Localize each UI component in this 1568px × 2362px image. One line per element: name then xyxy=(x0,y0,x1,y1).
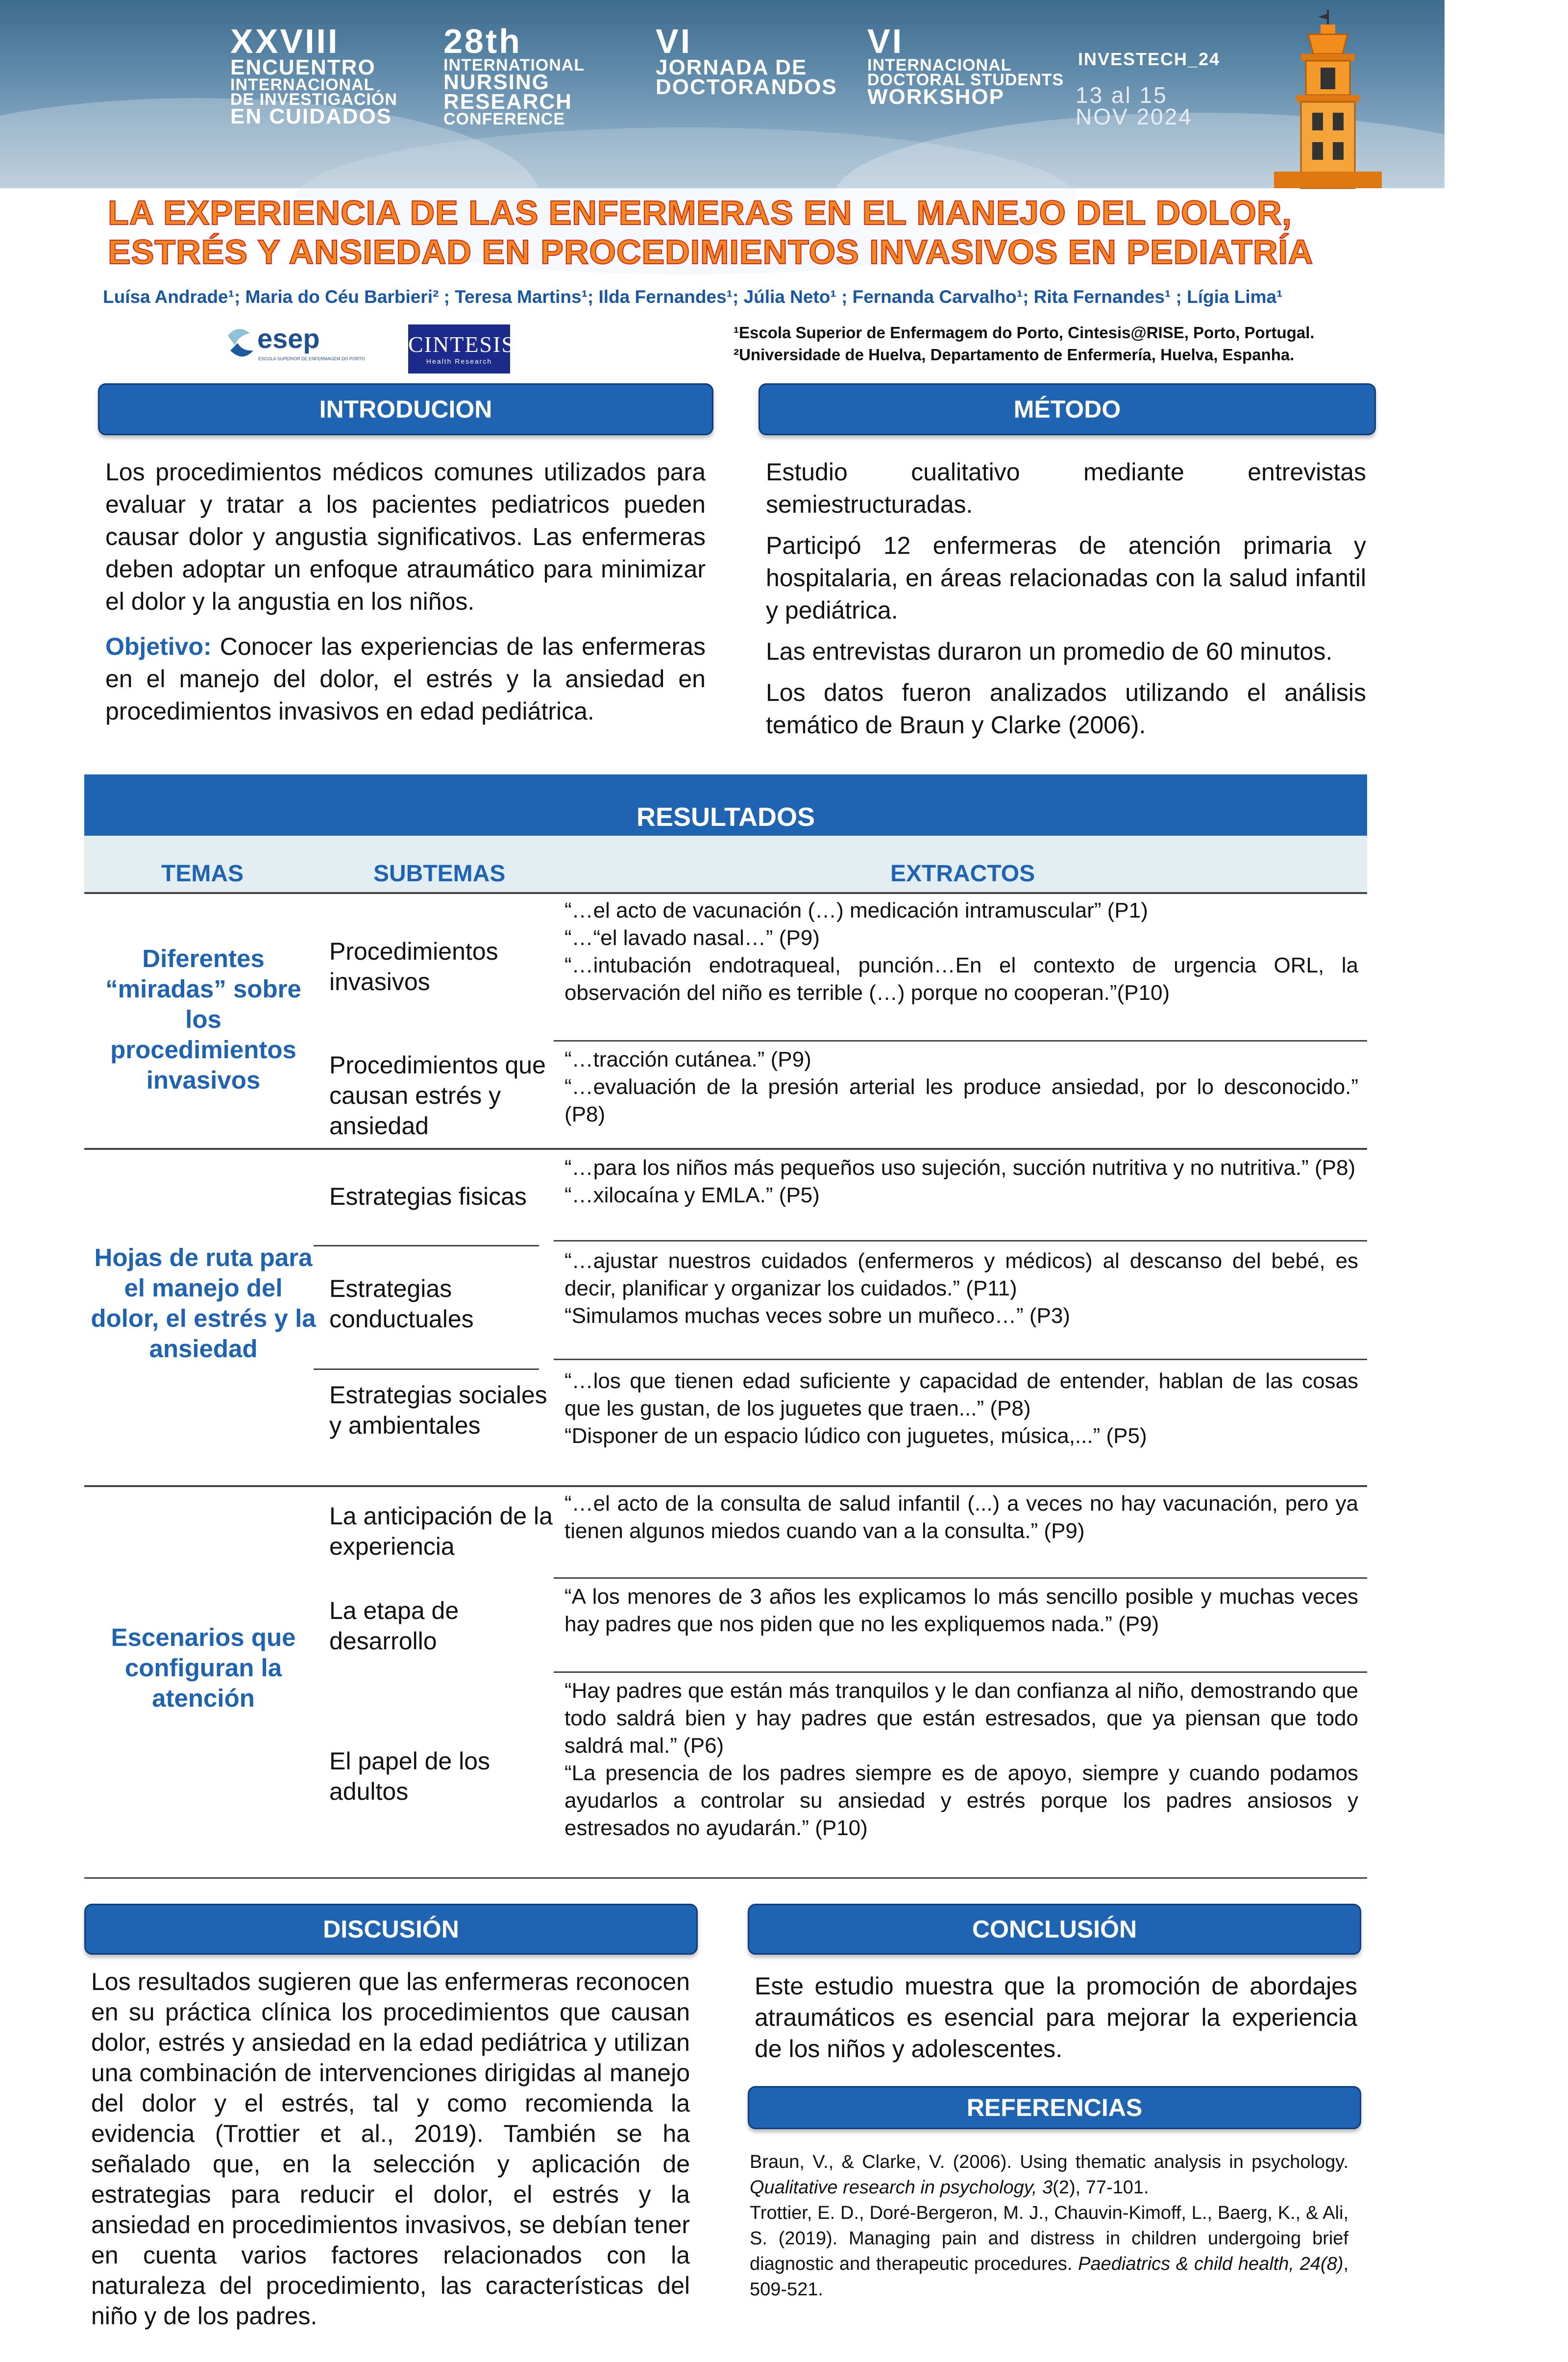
introduccion-text xyxy=(105,456,706,736)
theme-2: Hojas de ruta para el manejo del dolor, el estrés y la ansiedad xyxy=(91,1243,316,1363)
reference-trottier: Trottier, E. D., Doré-Bergeron, M. J., Chauvin-Kimoff, L., Baerg, K., & Ali, S. (2019). Managing pain and distress in children undergoing brief diagnostic and therapeutic procedures. Paediatrics & child health, 24(8), 509-521. xyxy=(750,2203,1348,2300)
col-header-subtemas: SUBTEMAS xyxy=(373,861,506,887)
extract-quote: “…tracción cutánea.” (P9) xyxy=(564,1047,811,1071)
extract-group-1 xyxy=(564,897,1358,1007)
extract-quote: “A los menores de 3 años les explicamos lo más sencillo posible y muchas veces hay padres que nos piden que no les expliquemos nada.” (P9) xyxy=(564,1585,1358,1636)
discusion-heading: DISCUSIÓN xyxy=(84,1904,698,1955)
affiliation-1: ¹Escola Superior de Enfermagem do Porto, Cintesis@RISE, Porto, Portugal. xyxy=(734,323,1315,342)
subtheme-4: Estrategias conductuales xyxy=(329,1275,474,1333)
metodo-heading: MÉTODO xyxy=(759,383,1376,435)
extract-group-4 xyxy=(564,1247,1358,1330)
extract-quote: “…para los niños más pequeños uso sujeción, succión nutritiva y no nutritiva.” (P8) xyxy=(564,1156,1356,1180)
row-divider xyxy=(554,1040,1367,1042)
extract-quote: “Simulamos muchas veces sobre un muñeco…” (P3) xyxy=(564,1304,1070,1328)
metodo-paragraph-3: Las entrevistas duraron un promedio de 60 minutos. xyxy=(766,638,1333,665)
extract-group-3 xyxy=(564,1154,1358,1209)
objective-paragraph xyxy=(105,630,706,727)
extract-quote: “…xilocaína y EMLA.” (P5) xyxy=(564,1183,820,1207)
row-divider xyxy=(554,1577,1367,1579)
extract-group-6 xyxy=(564,1490,1358,1545)
metodo-paragraph-1: Estudio cualitativo mediante entrevistas semiestructuradas. xyxy=(766,458,1366,518)
row-divider xyxy=(314,1245,539,1246)
subtheme-8: El papel de los adultos xyxy=(329,1747,490,1805)
col-header-extractos: EXTRACTOS xyxy=(890,861,1035,887)
extract-group-2 xyxy=(564,1046,1358,1128)
subtheme-3: Estrategias fisicas xyxy=(329,1183,527,1210)
col-header-temas: TEMAS xyxy=(161,861,244,887)
conclusion-heading: CONCLUSIÓN xyxy=(748,1904,1361,1955)
row-divider xyxy=(554,1359,1367,1360)
esep-logo xyxy=(223,321,365,368)
metodo-paragraph-2: Participó 12 enfermeras de atención primaria y hospitalaria, en áreas relacionadas con la salud infantil y pediátrica. xyxy=(766,532,1366,624)
conclusion-text: Este estudio muestra que la promoción de abordajes atraumáticos es esencial para mejorar la experiencia de los niños y adolescentes. xyxy=(755,1972,1357,2063)
references-list xyxy=(750,2149,1348,2302)
theme-divider xyxy=(84,1485,1367,1487)
subtheme-7: La etapa de desarrollo xyxy=(329,1597,459,1655)
subtheme-2: Procedimientos que causan estrés y ansiedad xyxy=(329,1051,546,1140)
table-bottom-border xyxy=(84,1877,1367,1879)
theme-divider xyxy=(84,1148,1367,1150)
cintesis-logo: CINTESIS Health Research xyxy=(408,324,510,373)
extract-quote: “…ajustar nuestros cuidados (enfermeros y médicos) al descanso del bebé, es decir, planificar y organizar los cuidados.” (P11) xyxy=(564,1249,1358,1300)
extract-quote: “…los que tienen edad suficiente y capacidad de entender, hablan de las cosas que les gustan, de los juguetes que traen...” (P8) xyxy=(564,1369,1358,1420)
extract-quote: “La presencia de los padres siempre es de apoyo, siempre y cuando podamos ayudarlos a controlar su ansiedad y estrés porque los padres ansiosos y estresados no ayudarán.” (P10) xyxy=(564,1761,1358,1840)
poster-title-line1: LA EXPERIENCIA DE LAS ENFERMERAS EN EL MANEJO DEL DOLOR, xyxy=(108,194,1292,232)
metodo-text xyxy=(766,456,1366,750)
extract-quote: “…evaluación de la presión arterial les produce ansiedad, por lo desconocido.” (P8) xyxy=(564,1075,1358,1126)
table-divider xyxy=(84,892,1367,894)
extract-group-5 xyxy=(564,1367,1358,1450)
conference-logo-nursing: 28th INTERNATIONAL NURSING RESEARCH CONFERENCE xyxy=(443,22,585,128)
subtheme-6: La anticipación de la experiencia xyxy=(329,1502,553,1560)
extract-quote: “Disponer de un espacio lúdico con juguetes, música,...” (P5) xyxy=(564,1424,1147,1448)
row-divider xyxy=(314,1368,539,1370)
objective-label: Objetivo: xyxy=(105,633,212,660)
extract-quote: “…“el lavado nasal…” (P9) xyxy=(564,926,820,950)
lighthouse-illustration xyxy=(1254,10,1401,188)
introduccion-paragraph: Los procedimientos médicos comunes utilizados para evaluar y tratar a los pacientes pediatricos pueden causar dolor y angustia significativos. Las enfermeras deben adoptar un enfoque atraumático para minimizar el dolor y la angustia en los niños. xyxy=(105,458,706,615)
investech-label: INVESTECH_24 xyxy=(1078,49,1221,69)
introduccion-heading: INTRODUCION xyxy=(98,383,713,435)
extract-group-7 xyxy=(564,1583,1358,1638)
authors-list: Luísa Andrade¹; Maria do Céu Barbieri² ; Teresa Martins¹; Ilda Fernandes¹; Júlia Neto¹ ; Fernanda Carvalho¹; Rita Fernandes¹ ; Lígia Lima¹ xyxy=(103,287,1283,307)
affiliation-2: ²Universidade de Huelva, Departamento de Enfermería, Huelva, Espanha. xyxy=(734,346,1295,364)
referencias-heading: REFERENCIAS xyxy=(748,2086,1361,2129)
extract-quote: “…el acto de la consulta de salud infantil (...) a veces no hay vacunación, pero ya tienen algunos miedos cuando van a la consulta.” (P9) xyxy=(564,1492,1358,1543)
extract-group-8 xyxy=(564,1677,1358,1842)
extract-quote: “…intubación endotraqueal, punción…En el contexto de urgencia ORL, la observación del niño es terrible (…) porque no cooperan.”(P10) xyxy=(564,953,1358,1005)
subtheme-5: Estrategias sociales y ambientales xyxy=(329,1381,547,1439)
results-table-header xyxy=(84,836,1367,892)
conference-banner xyxy=(0,0,1445,188)
esep-logo-name: esep xyxy=(257,323,320,354)
conference-logo-jornada: VI JORNADA DE DOCTORANDOS xyxy=(656,22,837,99)
row-divider xyxy=(554,1240,1367,1242)
extract-quote: “…el acto de vacunación (…) medicación intramuscular” (P1) xyxy=(564,898,1148,922)
extract-quote: “Hay padres que están más tranquilos y le dan confianza al niño, demostrando que todo saldrá bien y hay padres que están estresados, que ya piensan que todo saldrá mal.” (P6) xyxy=(564,1679,1358,1758)
reference-braun: Braun, V., & Clarke, V. (2006). Using thematic analysis in psychology. Qualitative research in psychology, 3(2), 77-101. xyxy=(750,2152,1348,2198)
metodo-paragraph-4: Los datos fueron analizados utilizando el análisis temático de Braun y Clarke (2006). xyxy=(766,679,1366,739)
conference-logo-encuentro: XXVIII ENCUENTRO INTERNACIONAL DE INVESTIGACIÓN EN CUIDADOS xyxy=(230,22,397,128)
esep-logo-subtitle: ESCOLA SUPERIOR DE ENFERMAGEM DO PORTO xyxy=(258,356,365,361)
subtheme-1: Procedimientos invasivos xyxy=(329,938,498,995)
theme-1: Diferentes “miradas” sobre los procedimientos invasivos xyxy=(105,945,301,1094)
discusion-text: Los resultados sugieren que las enfermeras reconocen en su práctica clínica los procedimientos que causan dolor, estrés y ansiedad en la edad pediátrica y utilizan una combinación de intervenciones dirigidas al manejo del dolor y el estrés, tal y como recomienda la evidencia (Trottier et al., 2019). También se ha señalado que, en la selección y aplicación de estrategias para reducir el dolor, el estrés y la ansiedad en procedimientos invasivos, se debían tener en cuenta varios factores relacionados con la naturaleza del procedimiento, las características del niño y de los padres. xyxy=(91,1968,690,2330)
conference-date: 13 al 15 NOV 2024 xyxy=(1076,82,1193,129)
conference-logo-workshop: VI INTERNACIONAL DOCTORAL STUDENTS WORKSHOP xyxy=(867,22,1064,109)
poster-title-line2: ESTRÉS Y ANSIEDAD EN PROCEDIMIENTOS INVASIVOS EN PEDIATRÍA xyxy=(108,233,1314,271)
resultados-heading: RESULTADOS xyxy=(84,774,1367,836)
row-divider xyxy=(554,1671,1367,1673)
objective-text: Conocer las experiencias de las enfermeras en el manejo del dolor, el estrés y la ansiedad en procedimientos invasivos en edad pediátrica. xyxy=(105,633,706,725)
theme-3: Escenarios que configuran la atención xyxy=(111,1623,296,1712)
